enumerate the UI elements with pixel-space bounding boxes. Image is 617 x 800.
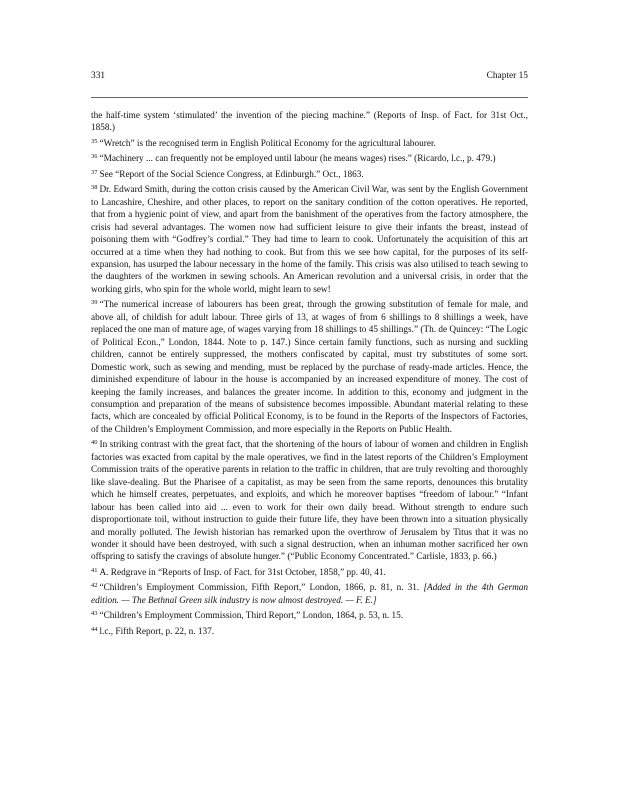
footnote-number: 43 — [91, 610, 98, 618]
footnote-43 — [91, 610, 528, 622]
footnote-42 — [91, 582, 528, 607]
footnote-37 — [91, 169, 528, 181]
footnote-text: “Wretch” is the recognised term in English Political Economy for the agricultural labourer. — [99, 138, 436, 149]
running-header — [91, 71, 528, 85]
footnote-text: Dr. Edward Smith, during the cotton crisis caused by the American Civil War, was sent by the English Government to Lancashire, Cheshire, and other places, to report on the sanitary condition of the cotton operatives. He reported, that from a hygienic point of view, and apart from the banishment of the operatives from the factory atmosphere, the crisis had several advantages. The women now had sufficient leisure to give their infants the breast, instead of poisoning them with “Godfrey’s cordial.” They had time to learn to cook. Unfortunately the acquisition of this art occurred at a time when they had nothing to cook. But from this we see how capital, for the purposes of its self-expansion, has usurped the labour necessary in the home of the family. This crisis was also utilised to teach sewing to the daughters of the workmen in sewing schools. An American revolution and a universal crisis, in order that the working girls, who spin for the whole world, might learn to sew! — [91, 185, 528, 295]
header-rule — [91, 97, 528, 98]
footnote-continued — [91, 110, 528, 135]
editor-note: [Added in the 4th German edition. — The Bethnal Green silk industry is now almost destroyed. — F. E.] — [91, 583, 528, 606]
footnote-text: A. Redgrave in “Reports of Insp. of Fact. for 31st October, 1858,” pp. 40, 41. — [99, 567, 386, 578]
footnote-text: “Children’s Employment Commission, Fifth Report,” London, 1866, p. 81, n. 31. — [99, 583, 420, 594]
footnote-text: “The numerical increase of labourers has been great, through the growing substitution of female for male, and above all, of childish for adult labour. Three girls of 13, at wages of from 6 shillings to 8 shillings a week, have replaced the one man of mature age, of wages varying from 18 shillings to 45 shillings.” (Th. de Quincey: “The Logic of Political Econ.,” London, 1844. Note to p. 147.) Since certain family functions, such as nursing and suckling children, cannot be entirely suppressed, the mothers confiscated by capital, must try substitutes of some sort. Domestic work, such as sewing and mending, must be replaced by the purchase of ready-made articles. Hence, the diminished expenditure of labour in the house is accompanied by an increased expenditure of money. The cost of keeping the family increases, and balances the greater income. In addition to this, economy and judgment in the consumption and preparation of the means of subsistence becomes impossible. Abundant material relating to these facts, which are concealed by official Political Economy, is to be found in the Reports of the Inspectors of Factories, of the Children’s Employment Commission, and more especially in the Reports on Public Health. — [91, 300, 528, 435]
footnote-text: the half-time system ‘stimulated’ the invention of the piecing machine.” (Reports of Insp. of Fact. for 31st Oct., 1858.) — [91, 111, 528, 134]
footnote-number: 39 — [91, 299, 98, 307]
footnote-text: “Machinery ... can frequently not be employed until labour (he means wages) rises.” (Ricardo, l.c., p. 479.) — [99, 154, 496, 165]
footnote-number: 35 — [91, 137, 98, 145]
footnote-text: l.c., Fifth Report, p. 22, n. 137. — [99, 626, 215, 637]
footnote-number: 36 — [91, 153, 98, 161]
footnotes — [91, 110, 528, 641]
footnote-text: See “Report of the Social Science Congress, at Edinburgh.” Oct., 1863. — [99, 169, 364, 180]
footnote-41 — [91, 567, 528, 579]
footnote-text: “Children’s Employment Commission, Third Report,” London, 1864, p. 53, n. 15. — [99, 611, 404, 622]
footnote-number: 44 — [91, 625, 98, 633]
footnote-39 — [91, 299, 528, 436]
footnote-35 — [91, 138, 528, 150]
footnote-40 — [91, 439, 528, 564]
footnote-number: 38 — [91, 184, 98, 192]
footnote-number: 37 — [91, 168, 98, 176]
footnote-number: 40 — [91, 439, 98, 447]
footnote-text: In striking contrast with the great fact, that the shortening of the hours of labour of women and children in English factories was exacted from capital by the male operatives, we find in the latest reports of the Children’s Employment Commission traits of the operative parents in relation to the traffic in children, that are truly revolting and thoroughly like slave-dealing. But the Pharisee of a capitalist, as may be seen from the same reports, denounces this brutality which he himself creates, perpetuates, and exploits, and which he moreover baptises “freedom of labour.” “Infant labour has been called into aid ... even to work for their own daily bread. Without strength to endure such disproportionate toil, without instruction to guide their future life, they have been thrown into a situation physically and morally polluted. The Jewish historian has remarked upon the overthrow of Jerusalem by Titus that it was no wonder it should have been destroyed, with such a signal destruction, when an inhuman mother sacrificed her own offspring to satisfy the cravings of absolute hunger.” (“Public Economy Concentrated.” Carlisle, 1833, p. 66.) — [91, 440, 528, 563]
footnote-44 — [91, 626, 528, 638]
footnote-number: 41 — [91, 566, 98, 574]
page-number: 331 — [91, 71, 106, 81]
chapter-title: Chapter 15 — [486, 71, 528, 81]
footnote-38 — [91, 184, 528, 296]
footnote-36 — [91, 153, 528, 165]
footnote-number: 42 — [91, 582, 98, 590]
